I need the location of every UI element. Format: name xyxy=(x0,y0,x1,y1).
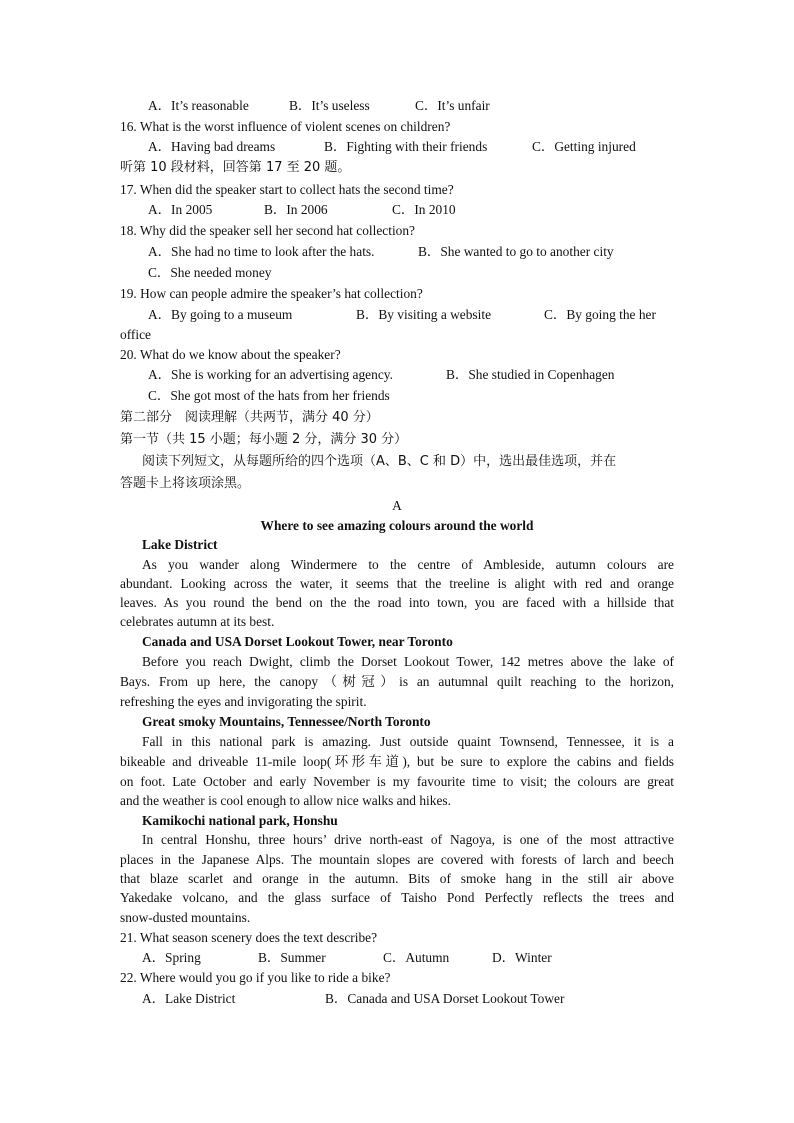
paragraph-line: bikeable and driveable 11-mile loop(环形车道), but be sure to explore the cabins and fields xyxy=(120,754,674,769)
passage-letter: A xyxy=(392,498,402,513)
q22-stem: 22. Where would you go if you like to ride a bike? xyxy=(120,970,391,985)
paragraph-line: that blaze scarlet and orange in the autumn. Bits of smoke hang in the still air above xyxy=(120,871,674,886)
q16-option-a: A．Having bad dreams xyxy=(148,139,276,154)
q20-option-c: C．She got most of the hats from her friends xyxy=(148,388,390,403)
paragraph-line: As you wander along Windermere to the centre of Ambleside, autumn colours are xyxy=(142,557,674,572)
paragraph-line: refreshing the eyes and invigorating the spirit. xyxy=(120,694,367,709)
paragraph-line: In central Honshu, three hours’ drive north-east of Nagoya, is one of the most attractive xyxy=(142,832,674,847)
q20-option-b: B．She studied in Copenhagen xyxy=(446,367,615,382)
q17-option-c: C．In 2010 xyxy=(392,202,456,217)
q21-option-a: A．Spring xyxy=(142,950,201,965)
section1-title: 第一节（共 15 小题；每小题 2 分，满分 30 分） xyxy=(120,432,408,447)
paragraph-line: Fall in this national park is amazing. Just outside quaint Townsend, Tennessee, it is a xyxy=(142,734,674,749)
q22-option-a: A．Lake District xyxy=(142,991,236,1006)
q19-option-c-cont: office xyxy=(120,327,151,342)
instructions-line2: 答题卡上将该项涂黑。 xyxy=(120,476,251,491)
q16-options xyxy=(148,137,636,156)
paragraph-line: abundant. Looking across the water, it seems that the treeline is alight with red and orange xyxy=(120,576,674,591)
q21-option-c: C．Autumn xyxy=(383,950,450,965)
instructions-line1: 阅读下列短文，从每题所给的四个选项（A、B、C 和 D）中，选出最佳选项，并在 xyxy=(142,454,617,469)
q18-option-c: C．She needed money xyxy=(148,265,272,280)
paragraph-line: Yakedake volcano, and the glass surface of Taisho Pond Perfectly reflects the trees and xyxy=(120,890,674,905)
q16-option-c: C．Getting injured xyxy=(532,139,636,154)
q22-option-b: B．Canada and USA Dorset Lookout Tower xyxy=(325,991,565,1006)
paragraph-line: on foot. Late October and early November is my favourite time to visit; the colours are great xyxy=(120,774,674,789)
q17-option-b: B．In 2006 xyxy=(264,202,328,217)
paragraph-line: places in the Japanese Alps. The mountain slopes are covered with forests of larch and beech xyxy=(120,852,674,867)
q17-options xyxy=(148,200,456,219)
q20-option-a: A．She is working for an advertising agency. xyxy=(148,367,393,382)
section-heading-kamikochi: Kamikochi national park, Honshu xyxy=(142,813,338,828)
q15-options xyxy=(148,96,490,115)
q19-option-b: B．By visiting a website xyxy=(356,307,492,322)
q20-options-row1 xyxy=(148,365,614,384)
paragraph-line: snow-dusted mountains. xyxy=(120,910,251,925)
q17-option-a: A．In 2005 xyxy=(148,202,213,217)
section-heading-dorset-lookout: Canada and USA Dorset Lookout Tower, near Toronto xyxy=(142,634,453,649)
q19-option-c: C．By going the her xyxy=(544,307,656,322)
q16-option-b: B．Fighting with their friends xyxy=(324,139,488,154)
q19-stem: 19. How can people admire the speaker’s hat collection? xyxy=(120,286,423,301)
paragraph-line: leaves. As you round the bend on the the road into town, you are faced with a hillside that xyxy=(120,595,674,610)
q21-option-d: D．Winter xyxy=(492,950,552,965)
q17-stem: 17. When did the speaker start to collect hats the second time? xyxy=(120,182,454,197)
q21-option-b: B．Summer xyxy=(258,950,326,965)
section-heading-smoky-mountains: Great smoky Mountains, Tennessee/North Toronto xyxy=(142,714,431,729)
passage-title: Where to see amazing colours around the world xyxy=(260,518,534,533)
q18-stem: 18. Why did the speaker sell her second hat collection? xyxy=(120,223,415,238)
section-heading-lake-district: Lake District xyxy=(142,537,218,552)
paragraph-line: Before you reach Dwight, climb the Dorset Lookout Tower, 142 metres above the lake of xyxy=(142,654,674,669)
part2-title: 第二部分 阅读理解（共两节，满分 40 分） xyxy=(120,410,379,425)
q22-options xyxy=(142,989,564,1008)
paragraph-line: Bays. From up here, the canopy（树冠）is an autumnal quilt reaching to the horizon, xyxy=(120,674,674,689)
q15-option-c: C．It’s unfair xyxy=(415,98,490,113)
paragraph-line: and the weather is cool enough to allow nice walks and hikes. xyxy=(120,793,451,808)
q19-options xyxy=(148,305,656,324)
paragraph-line: celebrates autumn at its best. xyxy=(120,614,275,629)
q19-option-a: A．By going to a museum xyxy=(148,307,293,322)
q18-option-b: B．She wanted to go to another city xyxy=(418,244,614,259)
q18-options-row1 xyxy=(148,242,614,261)
q18-option-a: A．She had no time to look after the hats. xyxy=(148,244,375,259)
q20-stem: 20. What do we know about the speaker? xyxy=(120,347,341,362)
q21-stem: 21. What season scenery does the text describe? xyxy=(120,930,378,945)
q15-option-b: B．It’s useless xyxy=(289,98,370,113)
q21-options xyxy=(142,948,552,967)
q15-option-a: A．It’s reasonable xyxy=(148,98,249,113)
section-note-10: 听第 10 段材料，回答第 17 至 20 题。 xyxy=(120,160,351,175)
q16-stem: 16. What is the worst influence of violent scenes on children? xyxy=(120,119,451,134)
